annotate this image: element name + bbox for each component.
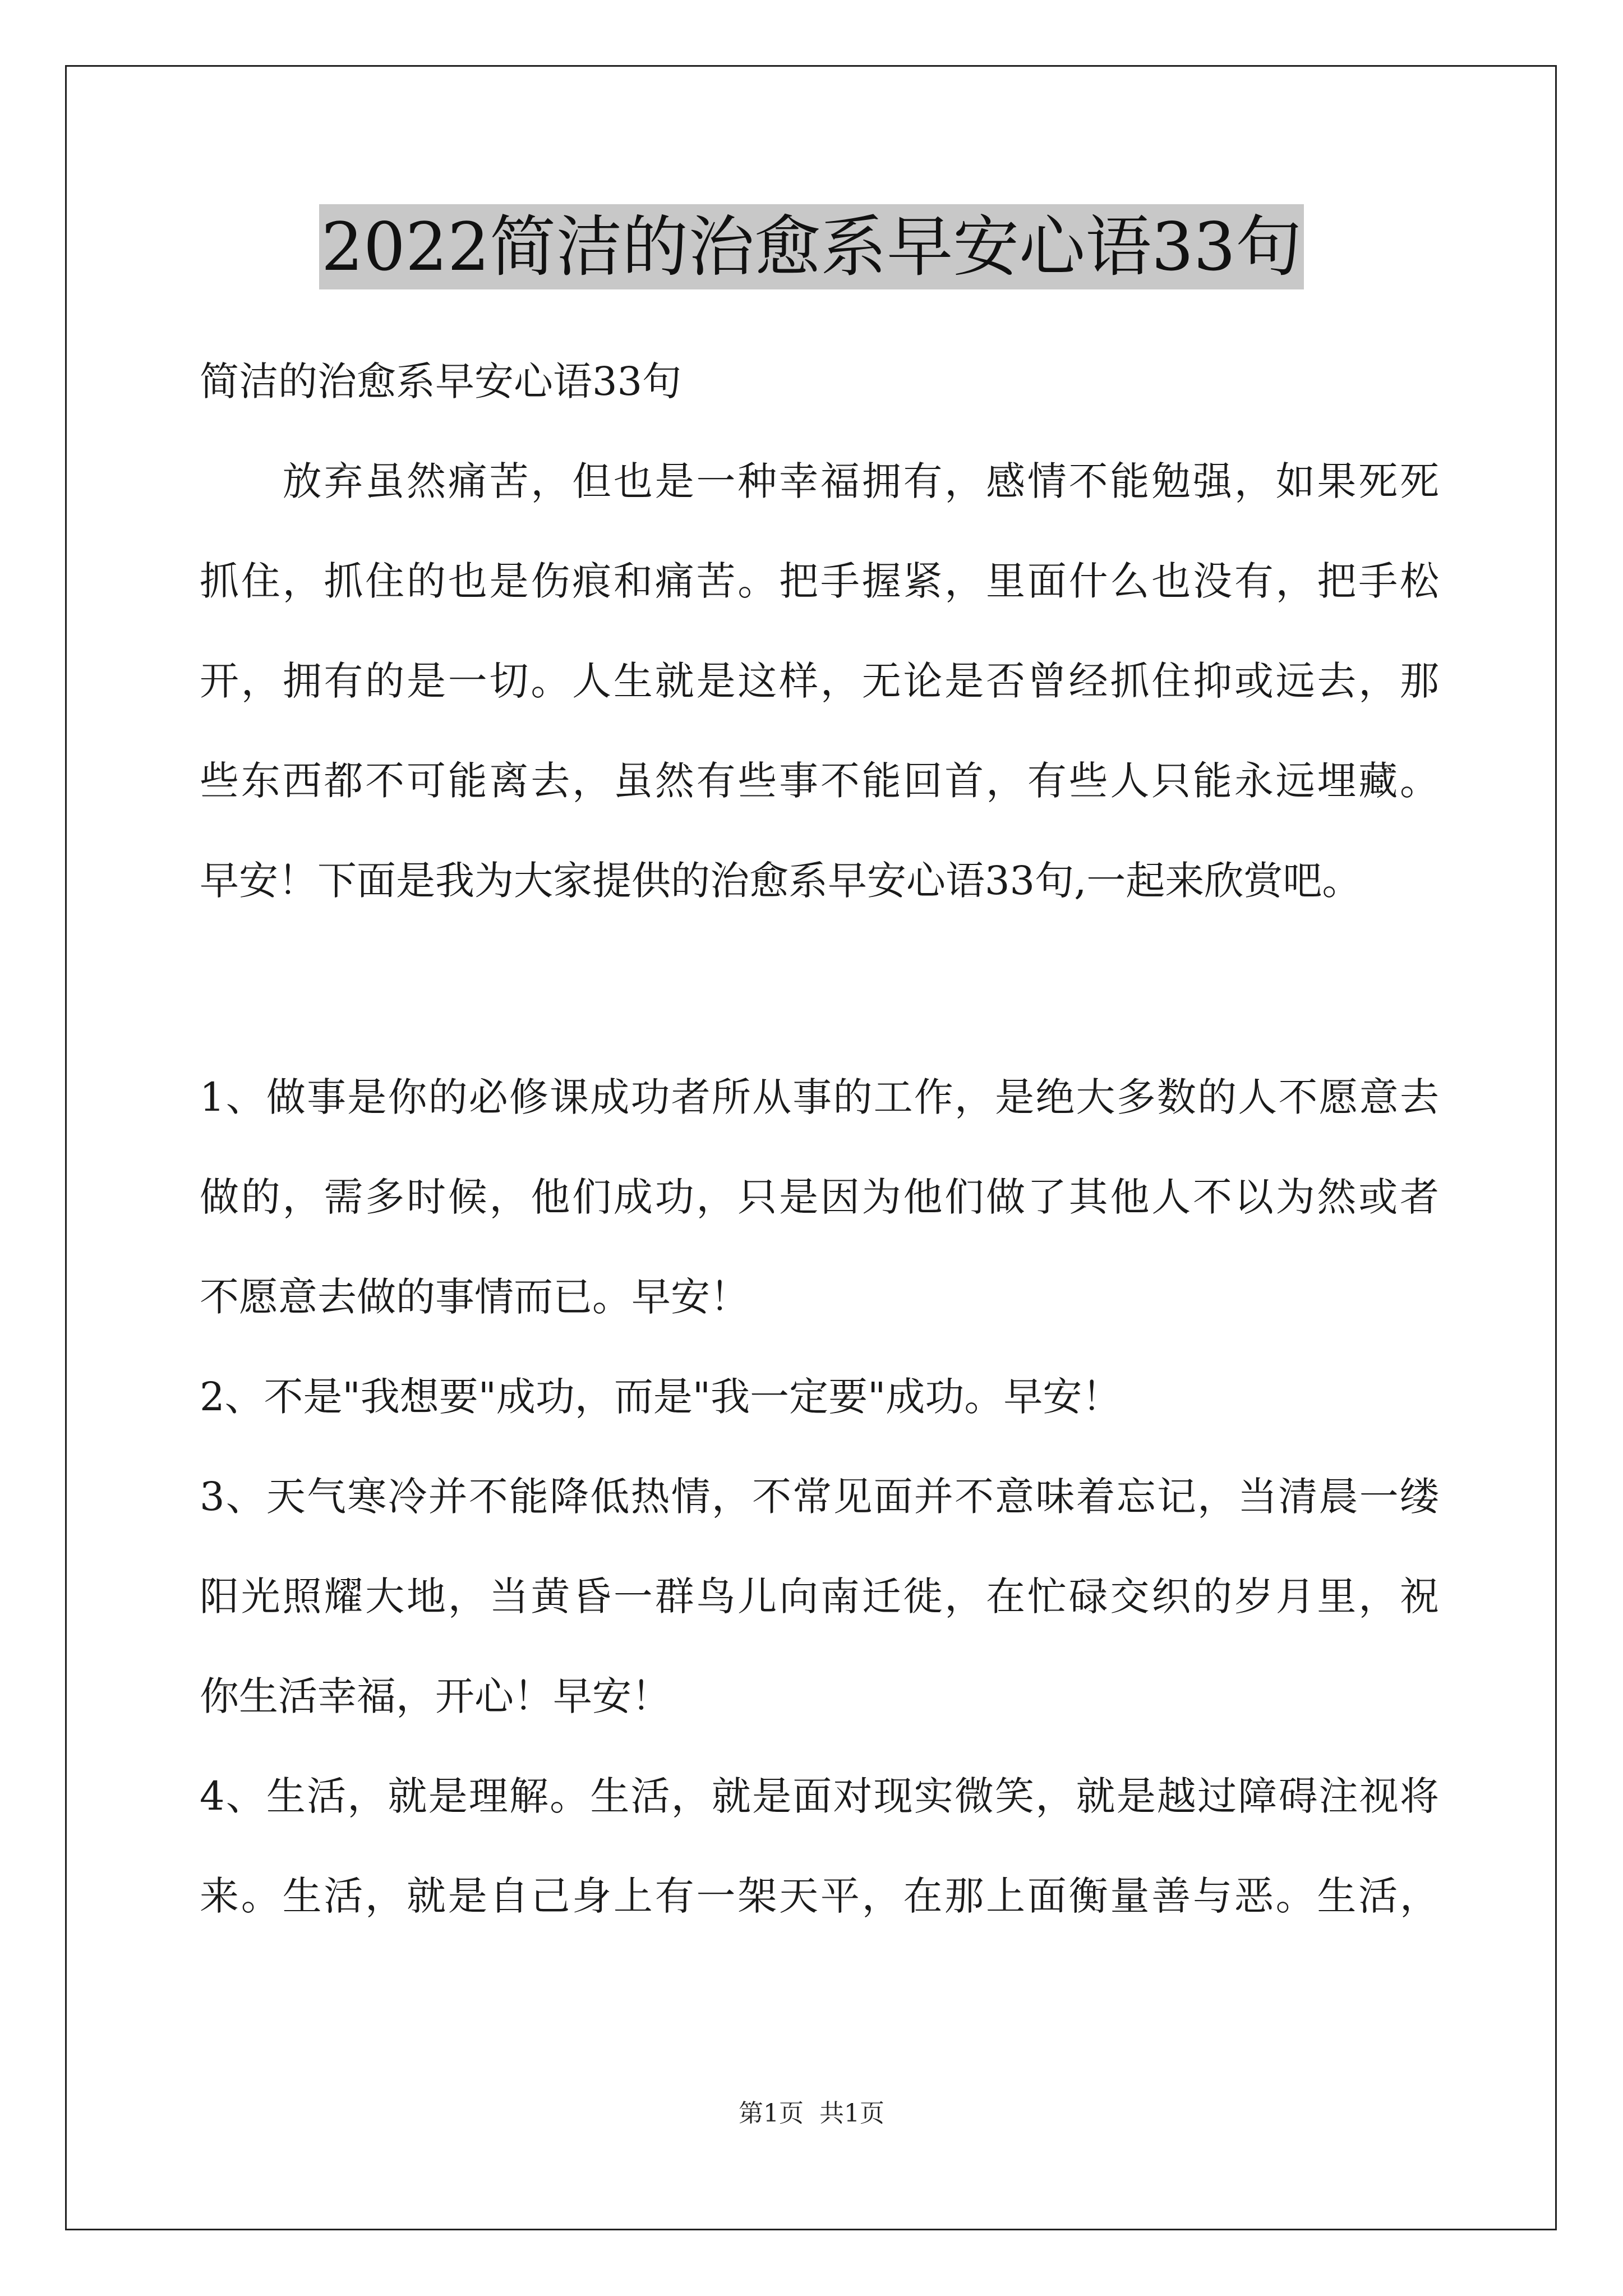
item-line: 做的，需多时候，他们成功，只是因为他们做了其他人不以为然或者 xyxy=(200,1174,1439,1220)
item-line: 4、生活，就是理解。生活，就是面对现实微笑，就是越过障碍注视将 xyxy=(200,1773,1439,1819)
item-line: 来。生活，就是自己身上有一架天平，在那上面衡量善与恶。生活， xyxy=(200,1873,1439,1919)
item-line: 不愿意去做的事情而已。早安！ xyxy=(200,1274,749,1320)
page-number: 第1页 xyxy=(739,2099,804,2128)
item-line: 1、做事是你的必修课成功者所从事的工作，是绝大多数的人不愿意去 xyxy=(200,1074,1439,1120)
intro-line: 抓住，抓住的也是伤痕和痛苦。把手握紧，里面什么也没有，把手松 xyxy=(200,558,1439,604)
document-subtitle: 简洁的治愈系早安心语33句 xyxy=(200,358,682,404)
document-title: 2022简洁的治愈系早安心语33句 xyxy=(319,204,1304,289)
page-total: 共1页 xyxy=(819,2099,884,2128)
title-wrap xyxy=(0,204,1623,289)
item-line: 你生活幸福，开心！早安！ xyxy=(200,1673,671,1719)
intro-line: 放弃虽然痛苦，但也是一种幸福拥有，感情不能勉强，如果死死 xyxy=(200,458,1439,504)
intro-line: 开，拥有的是一切。人生就是这样，无论是否曾经抓住抑或远去，那 xyxy=(200,658,1439,704)
item-line: 3、天气寒冷并不能降低热情，不常见面并不意味着忘记，当清晨一缕 xyxy=(200,1474,1439,1520)
intro-line: 早安！下面是我为大家提供的治愈系早安心语33句,一起来欣赏吧。 xyxy=(200,858,1362,904)
page-footer xyxy=(0,2097,1623,2131)
item-line: 阳光照耀大地，当黄昏一群鸟儿向南迁徙，在忙碌交织的岁月里，祝 xyxy=(200,1573,1439,1619)
intro-line: 些东西都不可能离去，虽然有些事不能回首，有些人只能永远埋藏。 xyxy=(200,758,1439,804)
item-line: 2、不是"我想要"成功，而是"我一定要"成功。早安！ xyxy=(200,1374,1122,1420)
